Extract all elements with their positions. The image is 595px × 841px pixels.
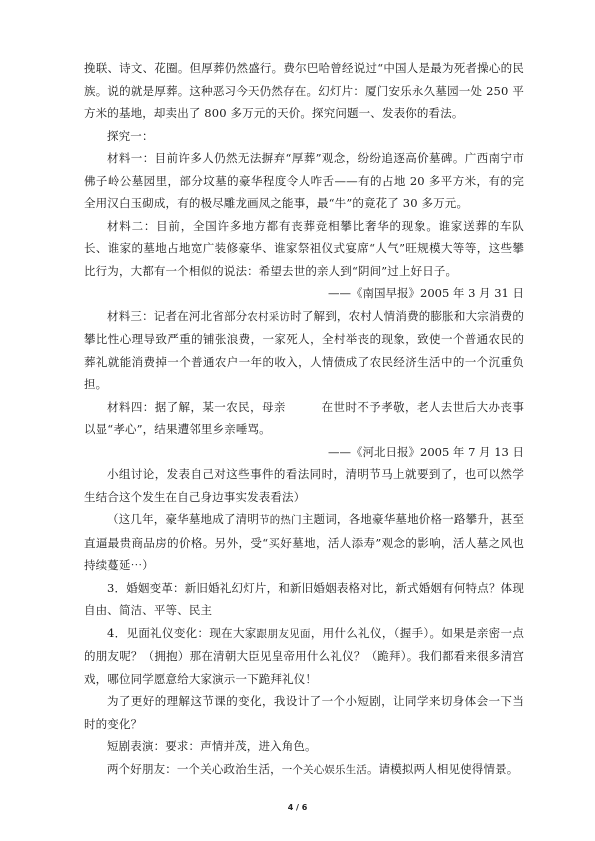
two-friends-rest: 。请模拟两人相见使得情景。 (366, 761, 519, 776)
paragraph-short-play-intro: 为了更好的理解这节课的变化，我设计了一个小短剧，让同学来切身体会一下当时的变化？ (84, 694, 524, 731)
heading-explore-one: 探究一： (107, 128, 154, 143)
luxury-tombs-rest: 主题词，各地豪华墓地价格一路攀升，甚至直逼最贵商品房的价格。另外，受“买好墓地，活人添寿”观念的影响，活人墓之风也持续蔓延⋯） (84, 512, 524, 572)
etiquette-rest: ，用什么礼仪，（握手）。如果是亲密一点的朋友呢？（拥抱）那在清朝大臣见皇帝用什么礼仪？（跪拜）。我们都看来很多清宫戏，哪位同学愿意给大家演示一下跪拜礼仪！ (84, 625, 525, 686)
source-nanguo-zaobao: ——《南国早报》2005 年 3 月 31 日 (328, 286, 524, 300)
etiquette-start: 4．见面礼仪变化：现在大家 (107, 625, 257, 640)
paragraph-luxury-tombs (84, 508, 524, 577)
two-friends-small: 一个关心娱乐生活 (281, 763, 367, 776)
luxury-tombs-small: 节的热门 (259, 514, 302, 526)
paragraph-material-two: 材料二：目前，全国许多地方都有丧葬竞相攀比奢华的现象。谁家送葬的车队长、谁家的墓地占地宽广装修豪华、谁家祭祖仪式宴席“人气”旺规模大等等，这些攀比行为，大都有一个相似的说法：希望去世的亲人到“阴间”过上好日子。 (84, 218, 524, 278)
paragraph-material-four: 材料四：据了解，某一农民，母亲 在世时不予孝敬，老人去世后大办丧事以显“孝心”，结果遭邻里乡亲唾骂。 (84, 399, 524, 436)
paragraph-marriage-reform: 3．婚姻变革：新旧婚礼幻灯片，和新旧婚姻表格对比，新式婚姻有何特点？体现自由、简洁、平等、民主 (84, 580, 524, 617)
etiquette-small: 跟朋友见面 (256, 627, 311, 640)
material-three-rest: 时了解到，农村人情消费的膨胀和大宗消费的攀比性心理导致严重的铺张浪费，一家死人，全村举丧的现象，致使一个普通农民的葬礼就能消费掉一个普通农户一年的收入，人情债成了农民经济生活中的一个沉重负担。 (84, 308, 524, 391)
paragraph-group-discussion: 小组讨论，发表自己对这些事件的看法同时，清明节马上就要到了，也可以然学生结合这个发生在自己身边事实发表看法） (84, 467, 524, 504)
page-number: 4 / 6 (287, 803, 308, 812)
paragraph-material-three (84, 305, 524, 396)
paragraph-two-friends (84, 758, 524, 782)
source-hebei-ribao: ——《河北日报》2005 年 7 月 13 日 (328, 444, 524, 459)
paragraph-etiquette-change (84, 622, 524, 691)
material-three-small: 农村采访 (247, 310, 291, 323)
two-friends-start: 两个好朋友：一个关心政治生活， (107, 761, 282, 776)
luxury-tombs-start: （这几年，豪华墓地成了清明 (107, 512, 260, 526)
paragraph-short-play-requirements: 短剧表演：要求：声情并茂，进入角色。 (107, 739, 317, 753)
paragraph-material-one: 材料一：目前许多人仍然无法摒弃“厚葬”观念，纷纷追逐高价墓碑。广西南宁市佛子岭公墓园里，部分坟墓的豪华程度令人咋舌——有的占地 20 多平方米，有的完全用汉白玉砌成，有的极尽雕龙画凤之能事，最“牛”的竟花了 30 多万元。 (84, 151, 524, 210)
document-body (84, 57, 524, 781)
paragraph-intro: 挽联、诗文、花圈。但厚葬仍然盛行。费尔巴哈曾经说过“中国人是最为死者操心的民族。说的就是厚葬。这种恶习今天仍然存在。幻灯片：厦门安乐永久墓园一处 250 平方米的基地，却卖出了 800 多万元的天价。探究问题一、发表你的看法。 (84, 61, 524, 120)
material-three-start: 材料三：记者在河北省部分 (107, 308, 248, 323)
